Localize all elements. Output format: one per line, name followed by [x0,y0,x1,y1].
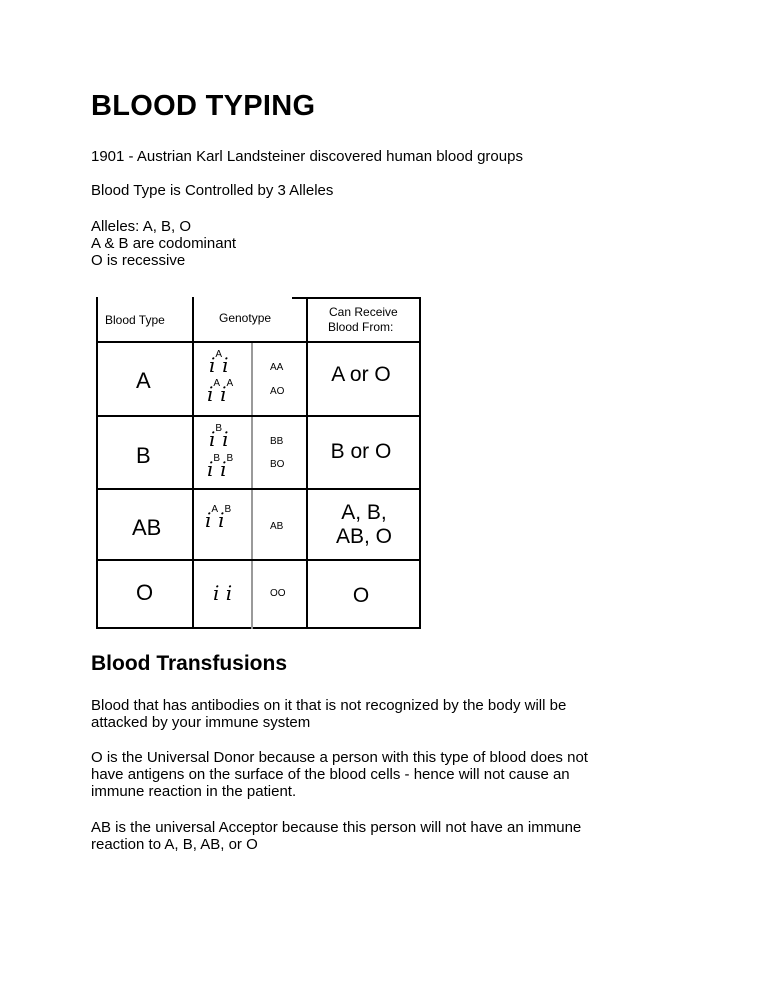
type-a: A [136,368,151,393]
code-bb: BB [270,436,284,447]
genotype-o: i i [213,581,233,605]
header-can-receive: Can Receive [329,305,398,319]
type-o: O [136,580,154,605]
code-oo: OO [270,588,286,599]
alleles-list [91,218,236,269]
header-blood-type: Blood Type [105,313,165,327]
universal-acceptor-paragraph: AB is the universal Acceptor because this person will not have an immune reaction to A, B, AB, or O [91,819,582,853]
receive-a: A or O [331,363,391,386]
universal-donor-paragraph: O is the Universal Donor because a person with this type of blood does not have antigens on the surface of the blood cells - hence will not cause an immune reaction in the patient. [91,749,588,800]
type-b: B [136,443,151,468]
alleles-line: Alleles: A, B, O [91,218,192,235]
genotype-a-1: $i^Ai$ [209,349,229,377]
intro-text: 1901 - Austrian Karl Landsteiner discovered human blood groups [91,148,523,165]
codominant-line: A & B are codominant [91,235,237,252]
code-aa: AA [270,362,284,373]
type-ab: AB [132,515,162,540]
header-blood-from: Blood From: [328,320,394,334]
page-title: BLOOD TYPING [91,90,316,122]
code-ao: AO [270,386,285,397]
header-genotype: Genotype [219,311,272,325]
genotype-b-1: $i^Bi$ [209,423,229,451]
genotype-a-2: $i^Ai^A$ [207,378,234,406]
transfusion-paragraph-1: Blood that has antibodies on it that is not recognized by the body will be attacked by your immune system [91,697,567,731]
section-title-transfusions: Blood Transfusions [91,652,288,675]
receive-ab: A, B, AB, O [335,501,393,548]
genotype-ab: $i^Ai^B$ [205,504,232,532]
code-bo: BO [270,459,285,470]
receive-o: O [352,584,370,607]
genotype-b-2: $i^Bi^B$ [207,453,234,481]
recessive-line: O is recessive [91,252,186,269]
controlled-text: Blood Type is Controlled by 3 Alleles [91,182,334,199]
blood-type-table [96,297,421,629]
code-ab: AB [270,521,284,532]
receive-b: B or O [330,440,392,463]
